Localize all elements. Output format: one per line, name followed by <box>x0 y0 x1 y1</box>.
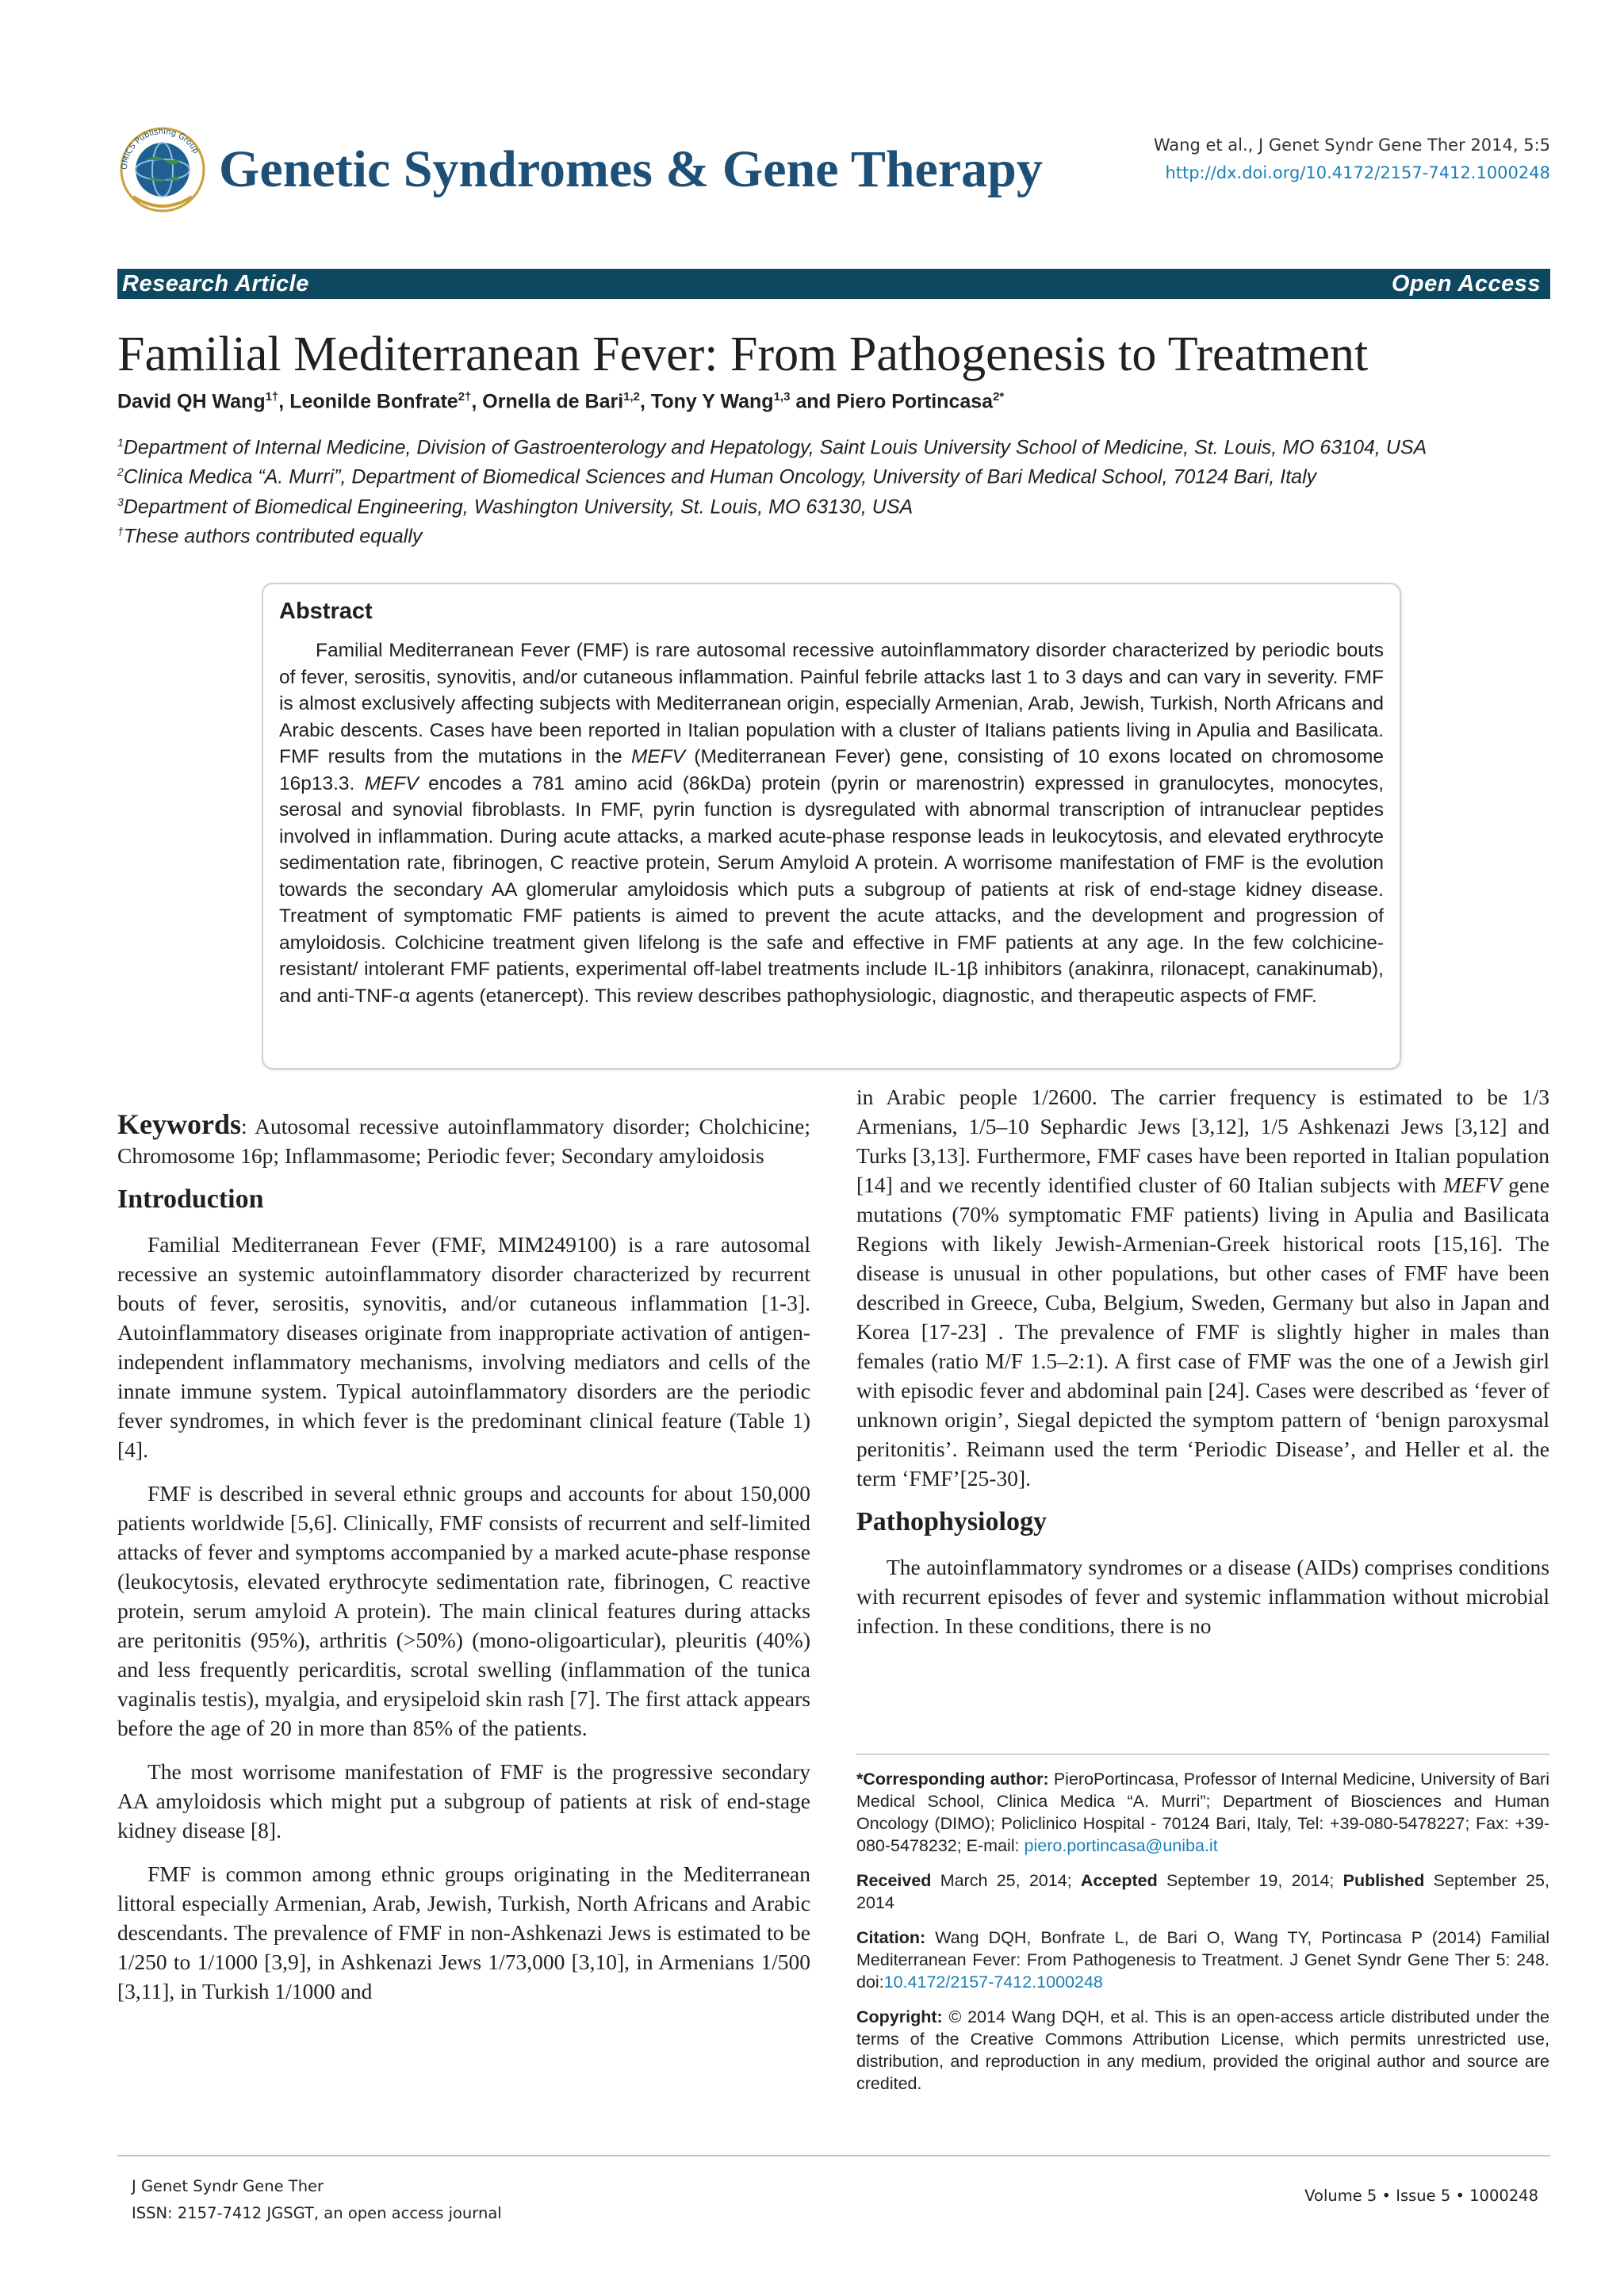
author-name: Tony Y Wang <box>650 390 774 413</box>
doi-link[interactable]: http://dx.doi.org/10.4172/2157-7412.1000248 <box>1165 163 1550 182</box>
pathophysiology-paragraph-1: The autoinflammatory syndromes or a disease (AIDs) comprises conditions with recurrent episodes of fever and systemic inflammation without microbial infection. In these conditions, there is no <box>856 1555 1549 1638</box>
affiliations <box>117 430 1537 549</box>
author-name: Piero Portincasa <box>836 390 994 413</box>
author-affiliation-mark: 1,2 <box>623 390 641 404</box>
left-column <box>117 1110 810 2020</box>
author-affiliation-mark: 2* <box>993 390 1005 404</box>
author-name: David QH Wang <box>117 390 266 413</box>
journal-title: Genetic Syndromes & Gene Therapy <box>219 140 1043 198</box>
right-column <box>856 1082 1549 1655</box>
author-affiliation-mark: 1† <box>265 390 279 404</box>
affiliation-item: $^2$Clinica Medica “A. Murri”, Department of Biomedical Sciences and Human Oncology, University of Bari Medical School, 70124 Bari, Italy <box>117 465 1317 488</box>
abstract-heading: Abstract <box>279 599 373 624</box>
affiliation-item: †These authors contributed equally <box>117 524 423 548</box>
intro-paragraph-4-continued: in Arabic people 1/2600. The carrier frequency is estimated to be 1/3 Armenians, 1/5–10 Sephardic Jews [3,12], 1/5 Ashkenazi Jews [3,12] and Turks [3,13]. Furthermore, FMF cases have been reported in Italian population [14] and we recently identified cluster of 60 Italian subjects with MEFV gene mutations (70% symptomatic FMF patients) living in Apulia and Basilicata Regions with likely Jewish-Armenian-Greek historical roots [15,16]. The disease is unusual in other populations, but other cases of FMF have been described in Greece, Cuba, Belgium, Sweden, Germany but also in Japan and Korea [17-23] . The prevalence of FMF is slightly higher in males than females (ratio M/F 1.5–2:1). A first case of FMF was the one of a Jewish girl with episodic fever and abdominal pain [24]. Cases were described as ‘fever of unknown origin’, Siegal depicted the symptom pattern of ‘benign paroxysmal peritonitis’. Reimann used the term ‘Periodic Disease’, and Heller et al. the term ‘FMF’[25-30]. <box>856 1085 1549 1490</box>
article-type-bar <box>117 269 1550 299</box>
footer-journal-info <box>132 2173 502 2227</box>
author-list: David QH Wang$^{1\dagger}$, Leonilde Bonfrate$^{2\dagger}$, Ornella de Bari$^{1,2}$, Tony Y Wang$^{1,3}$ and Piero Portincasa$^{2*}$ <box>117 390 1005 413</box>
article-title: Familial Mediterranean Fever: From Pathogenesis to Treatment <box>117 327 1369 381</box>
journal-logo <box>116 121 209 214</box>
article-type-label: Research Article <box>122 270 309 297</box>
copyright-note: Copyright: © 2014 Wang DQH, et al. This is an open-access article distributed under the terms of the Creative Commons Attribution License, which permits unrestricted use, distribution, and reproduction in any medium, provided the original author and source are credited. <box>856 2007 1549 2093</box>
affiliation-item: $^1$Department of Internal Medicine, Division of Gastroenterology and Hepatology, Saint Louis University School of Medicine, St. Louis, MO 63104, USA <box>117 436 1427 459</box>
author-name: Leonilde Bonfrate <box>289 390 458 413</box>
article-notes <box>856 1768 1549 2107</box>
keywords: Keywords: Autosomal recessive autoinflammatory disorder; Cholchicine; Chromosome 16p; Inflammasome; Periodic fever; Secondary amyloidosis <box>117 1108 811 1168</box>
intro-paragraph-2: FMF is described in several ethnic groups and accounts for about 150,000 patients worldwide [5,6]. Clinically, FMF consists of recurrent and self-limited attacks of fever and symptoms accompanied by a marked acute-phase response (leukocytosis, elevated erythrocyte sedimentation rate, fibrinogen, C reactive protein, serum amyloid A protein). The main clinical features during attacks are peritonitis (95%), arthritis (>50%) (mono-oligoarticular), pleuritis (40%) and less frequently pericarditis, scrotal swelling (inflammation of the tunica vaginalis testis), myalgia, and erysipeloid skin rash [7]. The first attack appears before the age of 20 in more than 85% of the patients. <box>117 1481 810 1740</box>
affiliation-item: $^3$Department of Biomedical Engineering, Washington University, St. Louis, MO 63130, USA <box>117 495 914 518</box>
author-affiliation-mark: 2† <box>458 390 472 404</box>
footer-issn: ISSN: 2157-7412 JGSGT, an open access journal <box>132 2204 502 2222</box>
logo-text: OMICS Publishing Group <box>120 127 201 170</box>
intro-paragraph-3: The most worrisome manifestation of FMF is the progressive secondary AA amyloidosis which might put a subgroup of patients at risk of end-stage kidney disease [8]. <box>117 1759 810 1843</box>
pathophysiology-heading: Pathophysiology <box>856 1507 1047 1536</box>
citation-doi-link[interactable]: 10.4172/2157-7412.1000248 <box>883 1973 1103 1992</box>
footer-volume: Volume 5 • Issue 5 • 1000248 <box>1304 2187 1538 2205</box>
open-access-label: Open Access <box>1391 270 1541 297</box>
abstract-text: Familial Mediterranean Fever (FMF) is rare autosomal recessive autoinflammatory disorder characterized by periodic bouts of fever, serositis, synovitis, and/or cutaneous inflammation. Painful febrile attacks last 1 to 3 days and can vary in severity. FMF is almost exclusively affecting subjects with Mediterranean origin, especially Armenian, Arab, Jewish, Turkish, North Africans and Arabic descents. Cases have been reported in Italian population with a cluster of Italians patients living in Apulia and Basilicata. FMF results from the mutations in the MEFV (Mediterranean Fever) gene, consisting of 10 exons located on chromosome 16p13.3. MEFV encodes a 781 amino acid (86kDa) protein (pyrin or marenostrin) expressed in granulocytes, monocytes, serosal and synovial fibroblasts. In FMF, pyrin function is dysregulated with abnormal transcription of intranuclear peptides involved in inflammation. During acute attacks, a marked acute-phase response leads in leukocytosis, and elevated erythrocyte sedimentation rate, fibrinogen, C reactive protein, Serum Amyloid A protein. A worrisome manifestation of FMF is the evolution towards the secondary AA glomerular amyloidosis which puts a subgroup of patients at risk of end-stage kidney disease. Treatment of symptomatic FMF patients is aimed to prevent the acute attacks, and the development and progression of amyloidosis. Colchicine treatment given lifelong is the safe and effective in FMF patients at any age. In the few colchicine-resistant/ intolerant FMF patients, experimental off-label treatments include IL-1β inhibitors (anakinra, rilonacept, canakinumab), and anti-TNF-α agents (etanercept). This review describes pathophysiologic, diagnostic, and therapeutic aspects of FMF. <box>279 640 1385 1007</box>
footer-journal: J Genet Syndr Gene Ther <box>132 2177 324 2195</box>
author-affiliation-mark: 1,3 <box>773 390 791 404</box>
citation-line: Wang et al., J Genet Syndr Gene Ther 2014, 5:5 <box>1153 136 1550 155</box>
introduction-heading: Introduction <box>117 1184 264 1214</box>
corresponding-author: *Corresponding author: PieroPortincasa, Professor of Internal Medicine, University of Bari Medical School, Clinica Medica “A. Murri”; Department of Biosciences and Human Oncology (DIMO); Policlinico Hospital - 70124 Bari, Italy, Tel: +39-080-5478227; Fax: +39-080-5478232; E-mail: piero.portincasa@uniba.it <box>856 1770 1549 1855</box>
footer-divider <box>117 2155 1550 2156</box>
author-name: Ornella de Bari <box>482 390 624 413</box>
intro-paragraph-4: FMF is common among ethnic groups originating in the Mediterranean littoral especially Armenian, Arab, Jewish, Turkish, North Africans and Arabic descendants. The prevalence of FMF in non-Ashkenazi Jews is estimated to be 1/250 to 1/1000 [3,9], in Ashkenazi Jews 1/73,000 [3,10], in Armenians 1/500 [3,11], in Turkish 1/1000 and <box>117 1862 810 2003</box>
abstract-box <box>262 583 1401 1070</box>
email-link[interactable]: piero.portincasa@uniba.it <box>1024 1836 1218 1855</box>
citation-note: Citation: Wang DQH, Bonfrate L, de Bari O, Wang TY, Portincasa P (2014) Familial Mediterranean Fever: From Pathogenesis to Treatment. J Genet Syndr Gene Ther 5: 248. doi:10.4172/2157-7412.1000248 <box>856 1928 1549 1992</box>
dates: Received March 25, 2014; Accepted September 19, 2014; Published September 25, 2014 <box>856 1871 1549 1912</box>
notes-divider <box>856 1754 1549 1755</box>
intro-paragraph-1: Familial Mediterranean Fever (FMF, MIM249100) is a rare autosomal recessive an systemic autoinflammatory disorder characterized by recurrent bouts of fever, serositis, synovitis, and/or cutaneous inflammation [1-3]. Autoinflammatory diseases originate from inappropriate activation of antigen-independent inflammatory mechanisms, involving mediators and cells of the innate immune system. Typical autoinflammatory disorders are the periodic fever syndromes, in which fever is the predominant clinical feature (Table 1) [4]. <box>117 1232 810 1462</box>
